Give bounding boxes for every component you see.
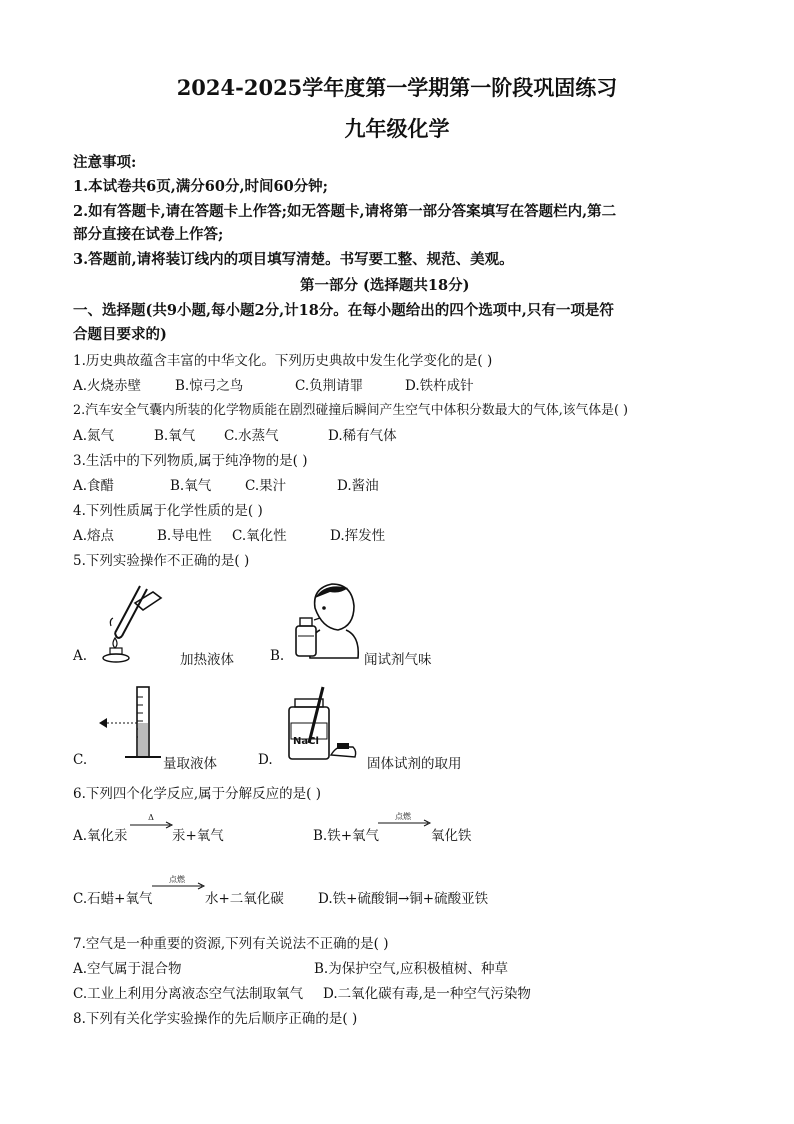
q3-option-c: C.果汁 <box>245 478 287 494</box>
q6-option-c-products: 水+二氧化碳 <box>205 891 284 907</box>
q4-option-b: B.导电性 <box>157 528 212 544</box>
q3-option-a: A.食醋 <box>73 478 115 494</box>
q4-stem: 4.下列性质属于化学性质的是( ) <box>73 503 263 519</box>
q5-option-d-letter: D. <box>258 752 273 768</box>
notice-item-1: 1.本试卷共6页,满分60分,时间60分钟; <box>73 178 329 195</box>
q5-option-b-caption: 闻试剂气味 <box>364 652 432 668</box>
q4-option-d: D.挥发性 <box>330 528 386 544</box>
figure-smelling-reagent <box>290 578 365 663</box>
q5-option-c-caption: 量取液体 <box>163 756 217 772</box>
q6-b-condition: 点燃 <box>395 812 411 821</box>
q7-stem: 7.空气是一种重要的资源,下列有关说法不正确的是( ) <box>73 936 389 952</box>
q1-option-a: A.火烧赤壁 <box>73 378 142 394</box>
q3-option-d: D.酱油 <box>337 478 379 494</box>
notice-heading: 注意事项: <box>73 154 137 171</box>
q7-option-c: C.工业上利用分离液态空气法制取氧气 <box>73 986 304 1002</box>
q5-option-c-letter: C. <box>73 752 88 768</box>
notice-item-2-cont: 部分直接在试卷上作答; <box>73 226 224 243</box>
q2-stem: 2.汽车安全气囊内所装的化学物质能在剧烈碰撞后瞬间产生空气中体积分数最大的气体,该气体是( ) <box>73 403 629 418</box>
q5-option-a-letter: A. <box>73 648 88 664</box>
part1-heading: 第一部分 (选择题共18分) <box>300 277 470 294</box>
q6-option-a-reactants: A.氧化汞 <box>73 828 128 844</box>
exam-title: 2024-2025学年度第一学期第一阶段巩固练习 <box>176 75 618 100</box>
q2-option-b: B.氧气 <box>154 428 196 444</box>
q1-option-c: C.负荆请罪 <box>295 378 364 394</box>
q6-option-d: D.铁+硫酸铜→铜+硫酸亚铁 <box>318 891 489 907</box>
q7-option-b: B.为保护空气,应积极植树、种草 <box>314 961 509 977</box>
q1-stem: 1.历史典故蕴含丰富的中华文化。下列历史典故中发生化学变化的是( ) <box>73 353 493 369</box>
q2-option-c: C.水蒸气 <box>224 428 279 444</box>
q6-stem: 6.下列四个化学反应,属于分解反应的是( ) <box>73 786 321 802</box>
q6-option-c-reactants: C.石蜡+氧气 <box>73 891 153 907</box>
q2-option-d: D.稀有气体 <box>328 428 397 444</box>
section-instructions-2: 合题目要求的) <box>73 326 167 343</box>
q7-option-d: D.二氧化碳有毒,是一种空气污染物 <box>323 986 531 1002</box>
q3-stem: 3.生活中的下列物质,属于纯净物的是( ) <box>73 453 308 469</box>
q4-option-a: A.熔点 <box>73 528 115 544</box>
q6-b-arrow <box>378 819 432 827</box>
q6-c-condition: 点燃 <box>169 875 185 884</box>
q7-option-a: A.空气属于混合物 <box>73 961 182 977</box>
q1-option-d: D.铁杵成针 <box>405 378 474 394</box>
figure-heating-liquid <box>95 578 175 663</box>
q3-option-b: B.氧气 <box>170 478 212 494</box>
q6-option-b-reactants: B.铁+氧气 <box>313 828 380 844</box>
q8-stem: 8.下列有关化学实验操作的先后顺序正确的是( ) <box>73 1011 358 1027</box>
q6-a-condition: Δ <box>148 813 154 822</box>
q6-a-arrow <box>130 821 174 829</box>
nacl-label: NaCl <box>293 736 319 747</box>
q4-option-c: C.氧化性 <box>232 528 287 544</box>
figure-measuring-cylinder <box>95 683 165 768</box>
q2-option-a: A.氮气 <box>73 428 115 444</box>
q6-c-arrow <box>152 882 206 890</box>
q5-option-b-letter: B. <box>270 648 285 664</box>
q5-option-a-caption: 加热液体 <box>180 652 234 668</box>
q6-option-a-products: 汞+氧气 <box>172 828 224 844</box>
q5-stem: 5.下列实验操作不正确的是( ) <box>73 553 250 569</box>
exam-subtitle: 九年级化学 <box>344 116 450 141</box>
q5-option-d-caption: 固体试剂的取用 <box>367 756 462 772</box>
q1-option-b: B.惊弓之鸟 <box>175 378 244 394</box>
notice-item-3: 3.答题前,请将装订线内的项目填写清楚。书写要工整、规范、美观。 <box>73 251 514 268</box>
section-instructions-1: 一、选择题(共9小题,每小题2分,计18分。在每小题给出的四个选项中,只有一项是符 <box>73 302 614 319</box>
notice-item-2: 2.如有答题卡,请在答题卡上作答;如无答题卡,请将第一部分答案填写在答题栏内,第二 <box>73 203 617 220</box>
figure-solid-reagent <box>283 683 363 768</box>
q6-option-b-products: 氧化铁 <box>431 828 472 844</box>
